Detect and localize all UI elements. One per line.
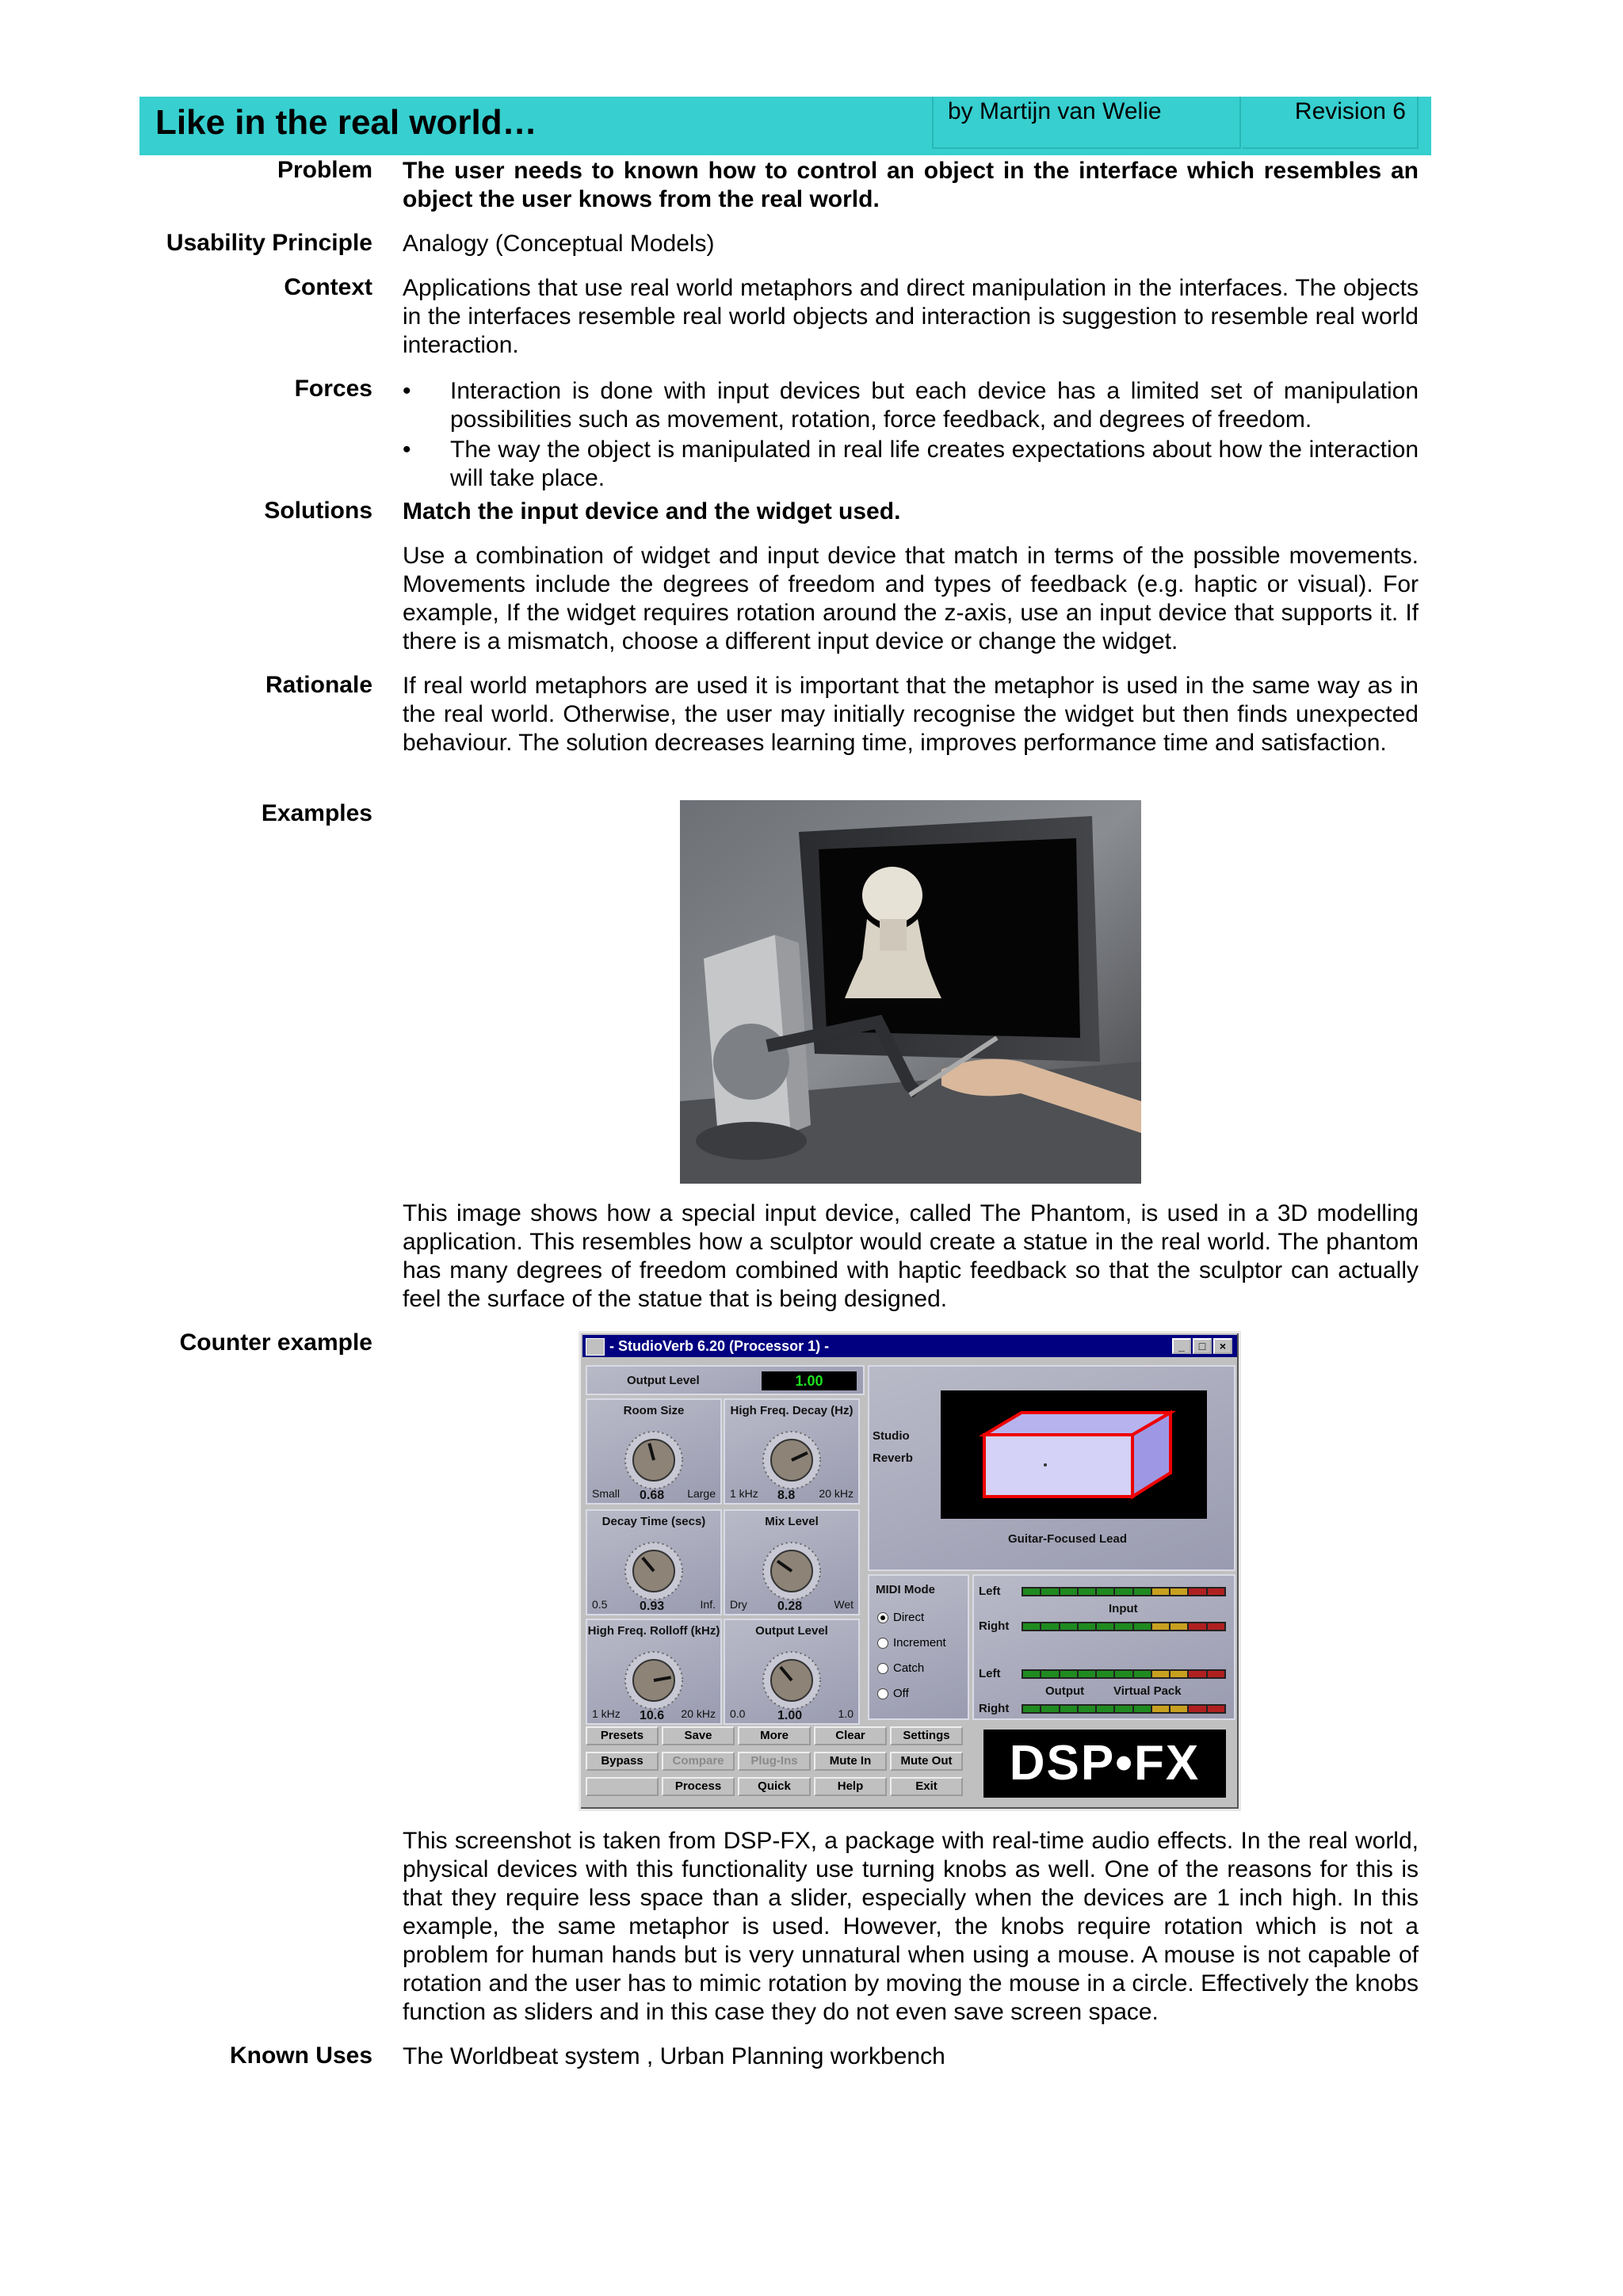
button-blank[interactable] — [586, 1777, 659, 1796]
author: by Martijn van Welie — [932, 97, 1241, 149]
knob-max-label: 20 kHz — [819, 1487, 854, 1500]
button-mute-out[interactable]: Mute Out — [890, 1752, 963, 1771]
output-label: Output — [1045, 1684, 1085, 1698]
knob-panel — [586, 1619, 722, 1725]
button-clear[interactable]: Clear — [814, 1726, 887, 1745]
output-level-label: Output Level — [627, 1374, 700, 1387]
knob-min-label: Dry — [730, 1598, 747, 1611]
button-plug-ins[interactable]: Plug-Ins — [738, 1752, 811, 1771]
knob-panel — [586, 1509, 722, 1615]
knob-title: Output Level — [755, 1624, 828, 1638]
output-level-header — [586, 1365, 865, 1395]
rationale-text: If real world metaphors are used it is important that the metaphor is used in the same way as in the real world. Otherwise, the user may initially recognise the widget but then finds unexpected behaviour. The solution decreases learning time, improves performance time and satisfaction. — [403, 673, 1419, 756]
virtual-pack-label: Virtual Pack — [1113, 1684, 1182, 1698]
knob-max-label: Large — [687, 1487, 716, 1500]
midi-mode-label: MIDI Mode — [876, 1583, 935, 1596]
button-exit[interactable]: Exit — [890, 1777, 963, 1796]
forces-bullet-2 — [403, 436, 1419, 493]
knob-max-label: 1.0 — [838, 1707, 854, 1720]
maximize-icon[interactable]: □ — [1193, 1338, 1212, 1354]
known-uses-text: The Worldbeat system , Urban Planning workbench — [403, 2043, 945, 2069]
knob-title: Mix Level — [765, 1515, 819, 1528]
output-level-display: 1.00 — [762, 1371, 857, 1390]
level-meter — [1022, 1587, 1226, 1596]
studioverb-window — [579, 1331, 1241, 1811]
studioverb-window-title: - StudioVerb 6.20 (Processor 1) - — [609, 1338, 830, 1354]
forces-label: Forces — [294, 376, 372, 402]
title-bar — [139, 97, 1431, 155]
button-quick[interactable]: Quick — [738, 1777, 811, 1796]
input-left-label: Left — [979, 1585, 1001, 1598]
forces-bullet-text: Interaction is done with input devices but each device has a limited set of manipulation possibilities such as movement, rotation, force feedback, and degrees of freedom. — [450, 378, 1419, 433]
counter-example-label: Counter example — [179, 1329, 372, 1356]
meters-panel — [972, 1574, 1235, 1720]
level-meter — [1022, 1704, 1226, 1714]
knob-value: 0.93 — [640, 1600, 665, 1613]
usability-principle-text: Analogy (Conceptual Models) — [403, 231, 715, 257]
input-right-label: Right — [979, 1619, 1010, 1633]
context-label: Context — [284, 274, 372, 300]
button-process[interactable]: Process — [662, 1777, 735, 1796]
forces-bullet-text: The way the object is manipulated in real life creates expectations about how the interaction will take place. — [450, 437, 1419, 491]
bullet-icon: • — [403, 437, 411, 463]
preview-panel — [868, 1365, 1235, 1571]
knob-max-label: Wet — [834, 1598, 854, 1611]
output-right-label: Right — [979, 1702, 1010, 1715]
knob-value: 1.00 — [777, 1709, 803, 1722]
knob-value: 0.28 — [777, 1600, 803, 1613]
knob-icon[interactable] — [760, 1649, 823, 1712]
radio-icon[interactable] — [877, 1638, 888, 1649]
revision: Revision 6 — [1243, 97, 1419, 149]
preset-name: Guitar-Focused Lead — [1007, 1532, 1128, 1546]
radio-icon[interactable] — [877, 1612, 888, 1623]
problem-text: The user needs to known how to control an object in the interface which resembles an object the user knows from the real world. — [403, 158, 1419, 212]
solutions-heading: Match the input device and the widget used. — [403, 498, 901, 524]
page-title: Like in the real world… — [155, 103, 537, 142]
knob-panel — [724, 1619, 860, 1725]
knob-min-label: 1 kHz — [592, 1707, 621, 1720]
output-left-label: Left — [979, 1667, 1001, 1680]
usability-principle-label: Usability Principle — [166, 230, 372, 256]
button-compare[interactable]: Compare — [662, 1752, 735, 1771]
solutions-label: Solutions — [264, 498, 372, 524]
knob-title: Room Size — [623, 1404, 685, 1417]
knob-min-label: 0.0 — [730, 1707, 746, 1720]
knob-value: 10.6 — [640, 1709, 665, 1722]
knob-panel — [586, 1398, 722, 1505]
known-uses-label: Known Uses — [229, 2042, 372, 2069]
midi-option-label: Increment — [893, 1636, 946, 1650]
midi-option[interactable] — [877, 1636, 946, 1650]
level-meter — [1022, 1669, 1226, 1679]
midi-option-label: Off — [893, 1687, 909, 1700]
knob-panel — [724, 1398, 860, 1505]
phantom-device-photo — [680, 800, 1141, 1184]
knob-max-label: Inf. — [700, 1598, 716, 1611]
knob-icon[interactable] — [622, 1428, 685, 1492]
knob-min-label: 0.5 — [592, 1598, 608, 1611]
knob-icon[interactable] — [622, 1649, 685, 1712]
knob-min-label: 1 kHz — [730, 1487, 758, 1500]
button-presets[interactable]: Presets — [586, 1726, 659, 1745]
midi-mode-panel — [868, 1574, 969, 1720]
counter-example-caption: This screenshot is taken from DSP-FX, a package with real-time audio effects. In the real world, physical devices with this functionality use turning knobs as well. One of the reasons for this is that they require less space than a slider, especially when the devices are 1 inch high. In this example, the same metaphor is used. However, the knobs require rotation which is not a problem for human hands but is very unnatural when using a mouse. A mouse is not capable of rotation and the user has to mimic rotation by moving the mouse in a circle. Effectively the knobs function as sliders and in this case they do not even save screen space. — [403, 1828, 1419, 2025]
button-save[interactable]: Save — [662, 1726, 735, 1745]
minimize-icon[interactable]: _ — [1172, 1338, 1191, 1354]
button-more[interactable]: More — [738, 1726, 811, 1745]
midi-option[interactable] — [877, 1661, 924, 1675]
knob-title: High Freq. Decay (Hz) — [730, 1404, 854, 1417]
level-meter — [1022, 1622, 1226, 1631]
button-bypass[interactable]: Bypass — [586, 1752, 659, 1771]
button-settings[interactable]: Settings — [890, 1726, 963, 1745]
rationale-label: Rationale — [265, 672, 372, 698]
knob-icon[interactable] — [760, 1539, 823, 1603]
context-text: Applications that use real world metaphors and direct manipulation in the interfaces. The objects in the interfaces resemble real world objects and interaction is suggestion to resemble real world interaction. — [403, 275, 1419, 358]
problem-label: Problem — [277, 157, 372, 183]
midi-option-label: Catch — [893, 1661, 925, 1675]
dsp-fx-logo: DSP•FX — [983, 1730, 1226, 1798]
knob-title: Decay Time (secs) — [601, 1515, 706, 1528]
window-system-icon[interactable] — [586, 1338, 605, 1356]
phantom-photo-illustration — [680, 800, 1141, 1184]
midi-option[interactable] — [877, 1687, 909, 1700]
knob-value: 8.8 — [777, 1489, 796, 1502]
button-mute-in[interactable]: Mute In — [814, 1752, 887, 1771]
knob-panel — [724, 1509, 860, 1615]
knob-title: High Freq. Rolloff (kHz) — [587, 1624, 720, 1638]
reverb-label: Reverb — [873, 1451, 913, 1465]
knob-max-label: 20 kHz — [681, 1707, 716, 1720]
knob-min-label: Small — [592, 1487, 621, 1500]
solutions-text: Use a combination of widget and input device that match in terms of the possible movements. Movements include the degrees of freedom and types of feedback (e.g. haptic or visual). For example, If the widget requires rotation around the z-axis, use an input device that supports it. If there is a mismatch, choose a different input device or change the widget. — [403, 543, 1419, 654]
studio-label: Studio — [873, 1429, 910, 1443]
midi-option-label: Direct — [893, 1611, 925, 1624]
knob-icon[interactable] — [760, 1428, 823, 1492]
examples-caption: This image shows how a special input device, called The Phantom, is used in a 3D modelling application. This resembles how a sculptor would create a statue in the real world. The phantom has many degrees of freedom combined with haptic feedback so that the sculptor can actually feel the surface of the statue that is being designed. — [403, 1200, 1419, 1312]
knob-icon[interactable] — [622, 1539, 685, 1603]
button-help[interactable]: Help — [814, 1777, 887, 1796]
forces-list — [403, 377, 1419, 493]
examples-label: Examples — [261, 800, 372, 826]
radio-icon[interactable] — [877, 1688, 888, 1699]
bullet-icon: • — [403, 378, 411, 404]
knob-value: 0.68 — [640, 1489, 665, 1502]
close-icon[interactable]: × — [1213, 1338, 1232, 1354]
room-preview-icon — [941, 1390, 1207, 1519]
forces-bullet-1 — [403, 377, 1419, 434]
midi-option[interactable] — [877, 1611, 924, 1624]
studioverb-title-bar — [582, 1335, 1237, 1357]
input-label: Input — [1109, 1602, 1138, 1615]
radio-icon[interactable] — [877, 1663, 888, 1674]
